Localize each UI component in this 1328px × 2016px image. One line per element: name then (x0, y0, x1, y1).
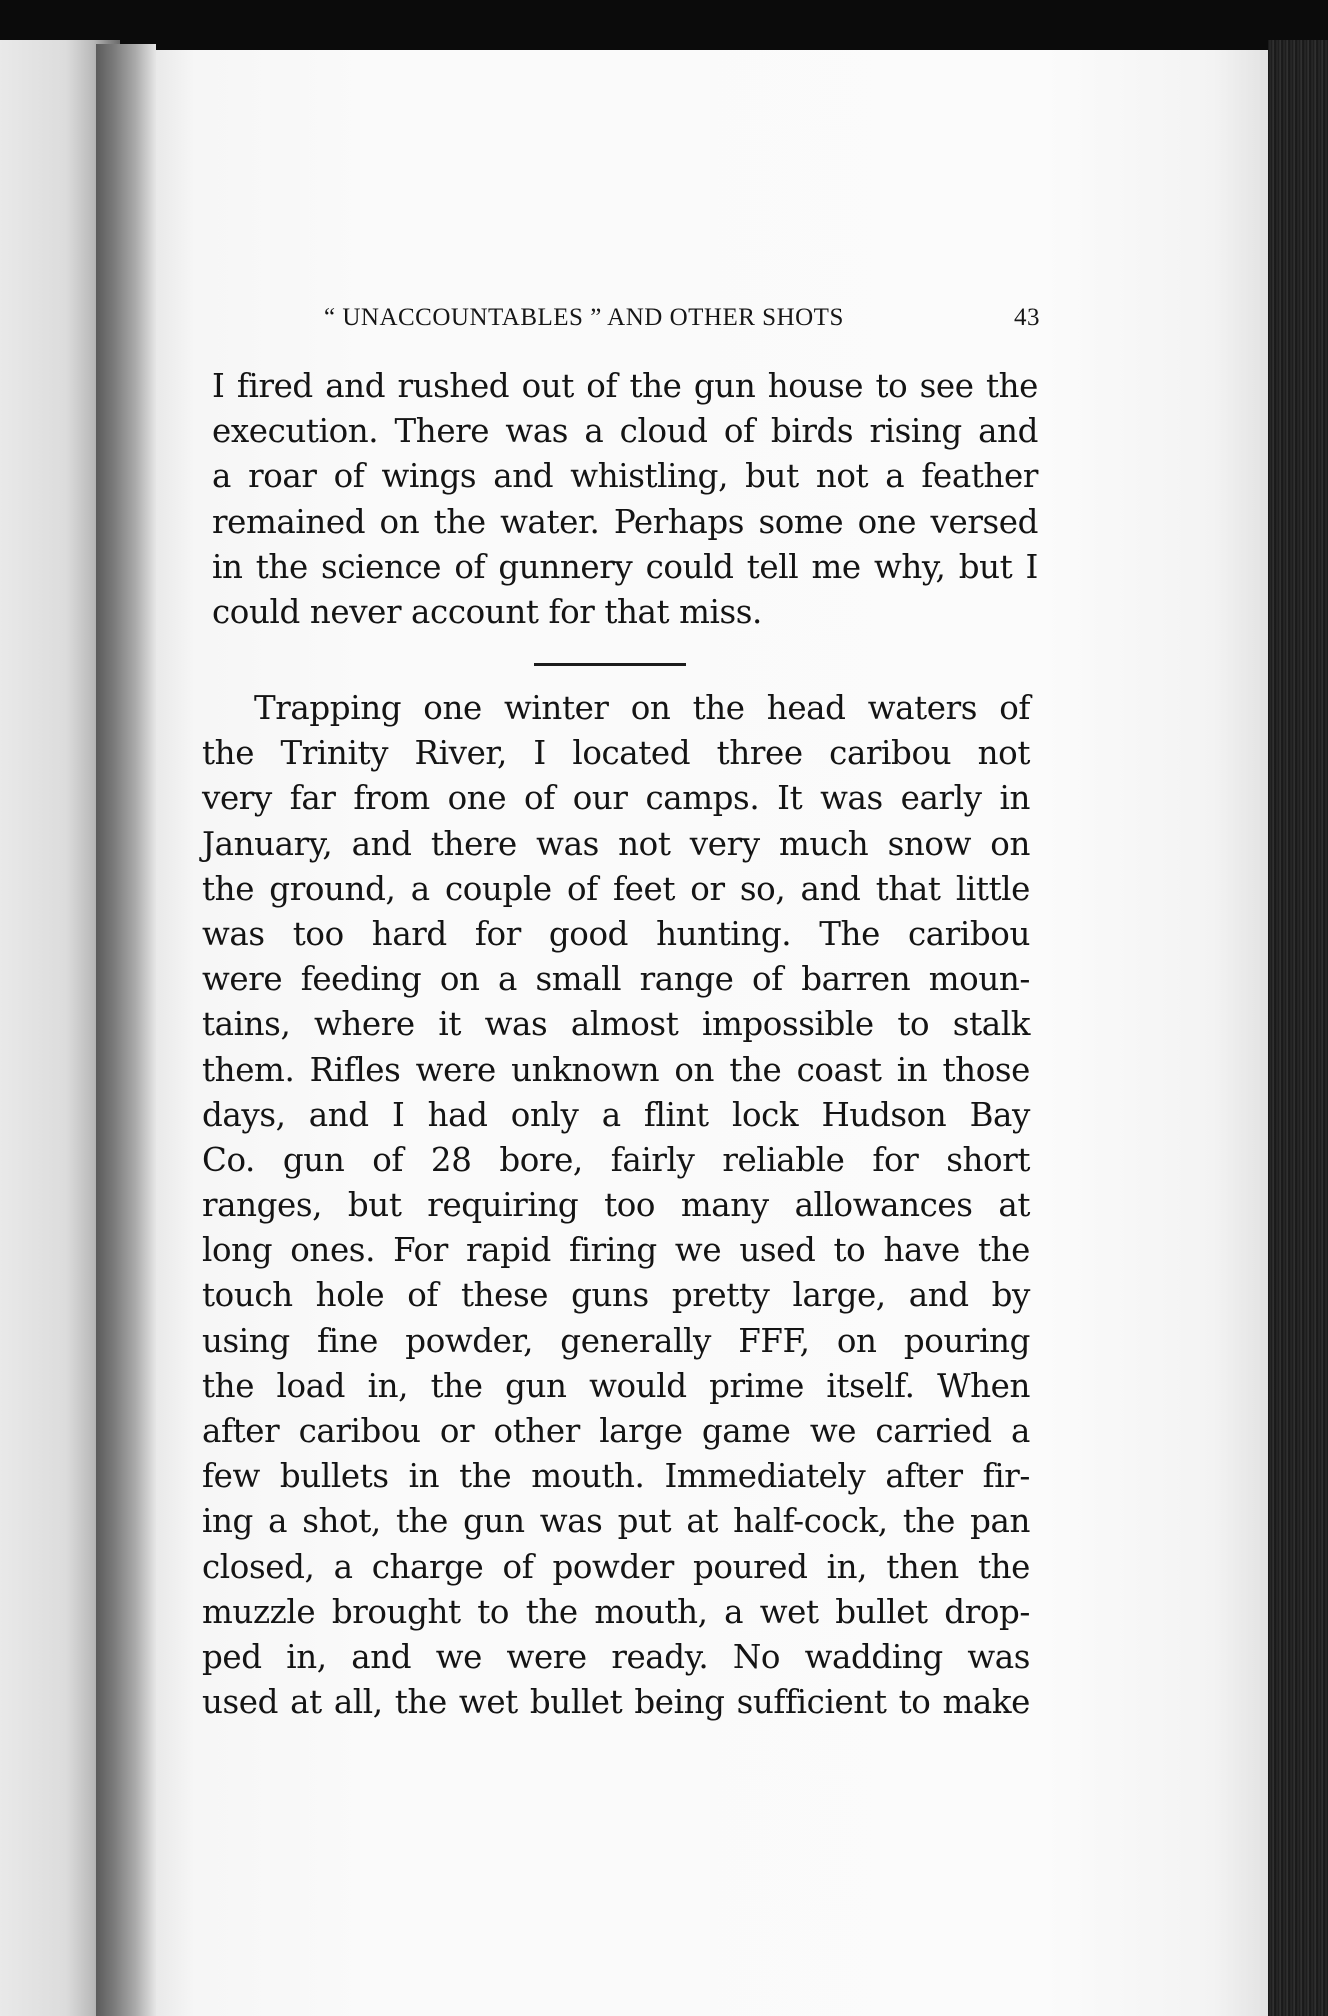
text-line: the ground, a couple of feet or so, and that little (202, 869, 1030, 908)
text-line: I fired and rushed out of the gun house to see the (212, 367, 1038, 405)
text-line: a roar of wings and whistling, but not a feather (212, 457, 1038, 496)
text-line: Trapping one winter on the head waters of (254, 689, 1030, 727)
text-line: long ones. For rapid firing we used to have the (202, 1231, 1030, 1270)
text-line: could never account for that miss. (212, 592, 762, 631)
text-line: closed, a charge of powder poured in, then the (202, 1547, 1030, 1586)
paragraph-1 (212, 364, 1038, 635)
text-line: remained on the water. Perhaps some one versed (212, 502, 1038, 541)
text-line: ped in, and we were ready. No wadding was (202, 1637, 1030, 1676)
text-line: the Trinity River, I located three caribou not (202, 734, 1030, 773)
page-stack-edge (1268, 40, 1328, 2016)
page-gutter-shadow (96, 44, 156, 2016)
paragraph-2 (202, 686, 1030, 1725)
text-line: were feeding on a small range of barren moun- (202, 960, 1030, 999)
text-line: after caribou or other large game we carried a (202, 1412, 1030, 1450)
text-line: ing a shot, the gun was put at half-cock, the pan (202, 1502, 1030, 1541)
page-number: 43 (1014, 304, 1040, 331)
text-line: execution. There was a cloud of birds rising and (212, 412, 1038, 451)
text-line: very far from one of our camps. It was early in (202, 779, 1030, 818)
text-line: was too hard for good hunting. The caribou (202, 914, 1030, 953)
text-line: used at all, the wet bullet being sufficient to make (202, 1683, 1030, 1722)
running-title: “ UNACCOUNTABLES ” AND OTHER SHOTS (324, 304, 844, 331)
text-line: days, and I had only a flint lock Hudson Bay (202, 1095, 1030, 1134)
text-line: using fine powder, generally FFF, on pouring (202, 1321, 1030, 1360)
text-line: in the science of gunnery could tell me why, but I (212, 547, 1038, 586)
text-line: ranges, but requiring too many allowances at (202, 1186, 1030, 1225)
text-line: the load in, the gun would prime itself. When (202, 1366, 1030, 1405)
text-line: tains, where it was almost impossible to stalk (202, 1005, 1030, 1044)
running-head (324, 304, 1040, 340)
section-divider-rule (534, 663, 686, 666)
text-line: touch hole of these guns pretty large, and by (202, 1276, 1030, 1315)
text-line: muzzle brought to the mouth, a wet bullet drop- (202, 1592, 1030, 1631)
text-line: Co. gun of 28 bore, fairly reliable for short (202, 1140, 1030, 1179)
text-line: them. Rifles were unknown on the coast in those (202, 1050, 1030, 1089)
text-line: few bullets in the mouth. Immediately after fir- (202, 1457, 1030, 1496)
text-line: January, and there was not very much snow on (202, 824, 1030, 863)
